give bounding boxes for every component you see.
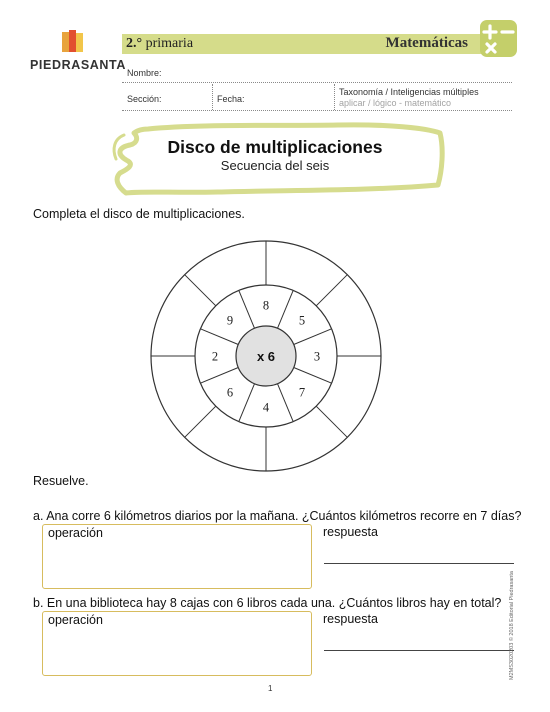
math-operations-icon: [480, 20, 517, 57]
worksheet-title: Disco de multiplicaciones: [167, 137, 383, 157]
worksheet-subtitle: Secuencia del seis: [220, 158, 330, 173]
name-divider: [122, 82, 512, 83]
outer-spoke: [316, 406, 347, 437]
resolve-label: Resuelve.: [33, 474, 89, 488]
inner-spoke: [200, 367, 238, 383]
page-number: 1: [268, 684, 273, 693]
inner-number: 9: [226, 313, 234, 328]
inner-spoke: [294, 329, 332, 345]
inner-spoke: [239, 384, 255, 422]
outer-spoke: [185, 275, 216, 306]
instruction-text: Completa el disco de multiplicaciones.: [33, 207, 245, 221]
disk-answer-cell[interactable]: [168, 380, 192, 404]
side-copyright: M2MS3020203 © 2018 Editorial Piedrasanta: [509, 571, 515, 680]
problem-a-text: a. Ana corre 6 kilómetros diarios por la mañana. ¿Cuántos kilómetros recorre en 7 días?: [33, 509, 522, 523]
problem-a-operation-box[interactable]: [42, 524, 312, 589]
section-label: Sección:: [127, 94, 162, 104]
outer-spoke: [316, 275, 347, 306]
disk-answer-cell[interactable]: [290, 430, 314, 454]
name-label: Nombre:: [127, 68, 162, 78]
inner-spoke: [239, 290, 255, 328]
problem-a-answer-line[interactable]: [324, 563, 514, 564]
inner-number: 5: [298, 313, 306, 328]
form-bottom-divider: [122, 110, 512, 111]
problem-b-operation-box[interactable]: [42, 611, 312, 676]
inner-number: 4: [262, 400, 270, 415]
brand-name: PIEDRASANTA: [30, 58, 126, 72]
disk-answer-cell[interactable]: [168, 308, 192, 332]
date-label: Fecha:: [217, 94, 245, 104]
problem-a-answer-label: respuesta: [323, 525, 378, 539]
disk-answer-cell[interactable]: [218, 258, 242, 282]
operation-label: operación: [48, 526, 103, 540]
inner-spoke: [200, 329, 238, 345]
inner-number: 8: [262, 298, 270, 313]
problem-b-answer-label: respuesta: [323, 612, 378, 626]
operation-label: operación: [48, 613, 103, 627]
problem-b-text: b. En una biblioteca hay 8 cajas con 6 libros cada una. ¿Cuántos libros hay en total?: [33, 596, 502, 610]
inner-number: 7: [298, 385, 306, 400]
multiplication-disk: [150, 240, 382, 472]
disk-answer-cell[interactable]: [218, 430, 242, 454]
inner-spoke: [277, 384, 293, 422]
disk-answer-cell[interactable]: [290, 258, 314, 282]
problem-b-answer-line[interactable]: [324, 650, 514, 651]
inner-number: 2: [211, 349, 219, 364]
disk-answer-cell[interactable]: [340, 308, 364, 332]
taxonomy-label: Taxonomía / Inteligencias múltiples: [339, 87, 479, 97]
section-divider: [212, 84, 213, 110]
grade-label: 2.° primaria: [126, 36, 194, 51]
piedrasanta-logo-icon: [62, 30, 84, 54]
subject-title: Matemáticas: [385, 35, 468, 51]
disk-answer-cell[interactable]: [340, 380, 364, 404]
inner-number: 6: [226, 385, 234, 400]
date-divider: [334, 84, 335, 110]
inner-spoke: [294, 367, 332, 383]
inner-spoke: [277, 290, 293, 328]
inner-number: 3: [313, 349, 321, 364]
disk-center-label: x 6: [256, 349, 276, 364]
taxonomy-value: aplicar / lógico - matemático: [339, 98, 452, 108]
outer-spoke: [185, 406, 216, 437]
